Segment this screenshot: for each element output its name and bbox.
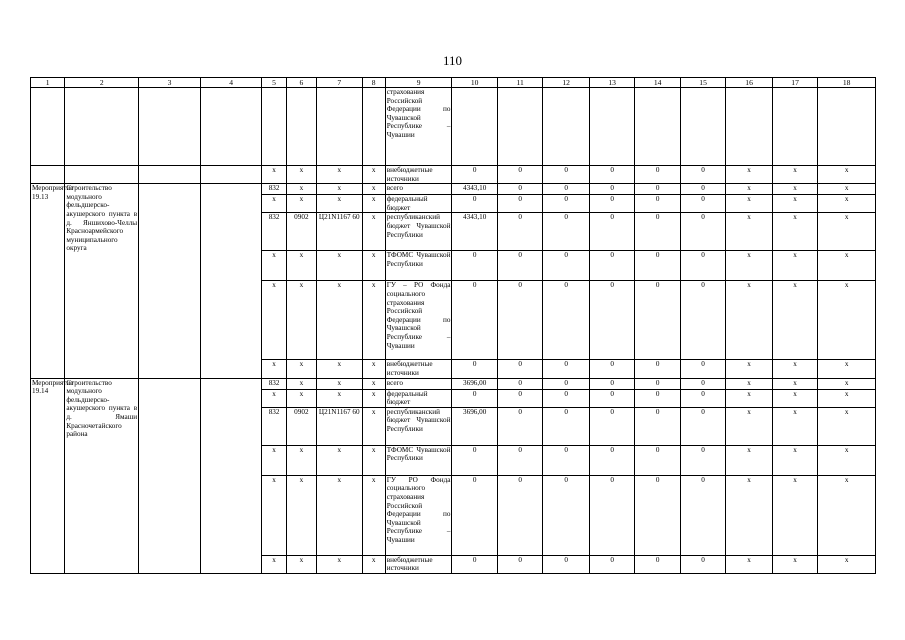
value-cell: 0 [680,213,725,251]
value-cell: 0 [589,195,634,213]
value-cell: x [726,184,772,195]
value-cell: x [317,475,362,555]
source-cell: федеральный бюджет [385,389,452,407]
value-cell: 0 [589,389,634,407]
value-cell: x [772,251,817,281]
value-cell: x [772,213,817,251]
measure-number-cell: Мероприятие 19.14 [31,378,65,573]
empty-cell [726,88,772,166]
value-cell: 0 [497,213,542,251]
value-cell: x [726,213,772,251]
source-cell: страхования Российской Федерации по Чувашской Республике – Чувашии [385,88,452,166]
value-cell: 0 [589,213,634,251]
value-cell: 832 [262,184,286,195]
value-cell: x [726,555,772,573]
value-cell: 0 [635,407,680,445]
value-cell: x [286,166,316,184]
empty-cell [317,88,362,166]
column-number-cell: 14 [635,78,680,88]
value-cell: x [362,360,385,378]
value-cell: x [818,281,876,360]
value-cell: x [362,281,385,360]
value-cell: 0 [543,389,589,407]
column-number-cell: 10 [452,78,497,88]
value-cell: 0 [497,281,542,360]
empty-cell [543,88,589,166]
value-cell: 0 [589,378,634,389]
source-cell: республиканский бюджет Чувашской Республики [385,213,452,251]
value-cell: 0 [680,195,725,213]
value-cell: x [362,184,385,195]
value-cell: x [317,389,362,407]
empty-cell [362,88,385,166]
program-table [30,77,876,574]
value-cell: x [286,184,316,195]
column-number-row [31,78,876,88]
source-cell: ГУ – РО Фонда социального страхования Российской Федерации по Чувашской Республике – Чувашии [385,281,452,360]
value-cell: Ц21N1167 60 [317,407,362,445]
empty-cell [262,88,286,166]
empty-cell [818,88,876,166]
value-cell: 0 [497,360,542,378]
value-cell: 0 [543,475,589,555]
column-number-cell: 3 [139,78,201,88]
value-cell: x [317,251,362,281]
measure-number-cell: Мероприятие 19.13 [31,184,65,378]
value-cell: x [726,475,772,555]
column-number-cell: 11 [497,78,542,88]
value-cell: x [286,378,316,389]
value-cell: 0 [497,407,542,445]
value-cell: x [262,166,286,184]
value-cell: x [818,251,876,281]
value-cell: 0 [543,445,589,475]
value-cell: x [317,195,362,213]
value-cell: x [362,555,385,573]
value-cell: x [772,389,817,407]
empty-cell [139,378,201,573]
value-cell: 0 [543,281,589,360]
value-cell: 3696,00 [452,407,497,445]
value-cell: Ц21N1167 60 [317,213,362,251]
empty-cell [200,166,262,184]
source-cell: внебюджетные источники [385,555,452,573]
value-cell: x [362,389,385,407]
value-cell: 0 [589,407,634,445]
empty-cell [200,184,262,378]
value-cell: 0 [543,195,589,213]
value-cell: x [262,555,286,573]
value-cell: 0 [497,389,542,407]
value-cell: x [726,378,772,389]
value-cell: 0 [635,195,680,213]
value-cell: 0 [452,281,497,360]
value-cell: 0 [680,445,725,475]
column-number-cell: 7 [317,78,362,88]
value-cell: x [726,445,772,475]
value-cell: x [317,281,362,360]
value-cell: 0 [589,281,634,360]
value-cell: 0 [680,475,725,555]
value-cell: x [772,195,817,213]
value-cell: 0902 [286,213,316,251]
value-cell: x [818,166,876,184]
value-cell: 4343,10 [452,213,497,251]
value-cell: 0 [452,360,497,378]
column-number-cell: 18 [818,78,876,88]
value-cell: x [818,389,876,407]
value-cell: 0 [680,184,725,195]
value-cell: x [286,555,316,573]
value-cell: 0 [635,213,680,251]
value-cell: 0 [635,166,680,184]
value-cell: x [262,360,286,378]
value-cell: x [262,281,286,360]
value-cell: x [262,445,286,475]
column-number-cell: 4 [200,78,262,88]
value-cell: x [286,251,316,281]
value-cell: x [317,555,362,573]
column-number-cell: 16 [726,78,772,88]
value-cell: x [317,166,362,184]
value-cell: 0 [497,445,542,475]
value-cell: 0 [452,389,497,407]
value-cell: 0 [635,281,680,360]
value-cell: 0 [543,378,589,389]
value-cell: x [726,407,772,445]
value-cell: 0 [543,184,589,195]
value-cell: 0 [452,445,497,475]
value-cell: 0 [452,555,497,573]
value-cell: 0 [543,407,589,445]
column-number-cell: 5 [262,78,286,88]
value-cell: x [286,195,316,213]
empty-cell [139,166,201,184]
table-row [31,378,876,389]
table-row [31,166,876,184]
value-cell: 0 [543,360,589,378]
page-number: 110 [442,53,463,68]
value-cell: 0 [543,555,589,573]
value-cell: x [726,251,772,281]
source-cell: ТФОМС Чувашской Республики [385,445,452,475]
table-row [31,184,876,195]
value-cell: x [362,213,385,251]
empty-cell [286,88,316,166]
value-cell: x [818,213,876,251]
measure-title-cell: Строительство модульного фельдшерско-акушерского пункта в д. Ямаши Красночетайского района [65,378,139,573]
value-cell: 0 [589,251,634,281]
value-cell: 0 [680,555,725,573]
source-cell: всего [385,184,452,195]
column-number-cell: 17 [772,78,817,88]
value-cell: x [362,195,385,213]
value-cell: 0 [452,251,497,281]
value-cell: x [362,475,385,555]
value-cell: x [286,360,316,378]
empty-cell [200,378,262,573]
source-cell: всего [385,378,452,389]
column-number-cell: 8 [362,78,385,88]
value-cell: 0 [589,555,634,573]
value-cell: x [286,445,316,475]
source-cell: внебюджетные источники [385,360,452,378]
value-cell: 0 [635,378,680,389]
column-number-cell: 12 [543,78,589,88]
value-cell: x [772,184,817,195]
value-cell: x [818,475,876,555]
value-cell: 0 [635,360,680,378]
value-cell: x [772,555,817,573]
value-cell: x [772,166,817,184]
empty-cell [139,88,201,166]
value-cell: 0902 [286,407,316,445]
value-cell: 0 [452,475,497,555]
value-cell: 0 [543,251,589,281]
measure-title-cell: Строительство модульного фельдшерско-акушерского пункта в д. Яншихово-Челлы Красноармейского муниципального округа [65,184,139,378]
value-cell: 0 [589,475,634,555]
value-cell: x [362,251,385,281]
value-cell: x [286,475,316,555]
value-cell: 0 [497,251,542,281]
value-cell: 0 [680,281,725,360]
source-cell: республиканский бюджет Чувашской Республики [385,407,452,445]
value-cell: 0 [543,213,589,251]
value-cell: 0 [635,475,680,555]
value-cell: 3696,00 [452,378,497,389]
value-cell: 0 [497,184,542,195]
value-cell: x [317,445,362,475]
value-cell: 0 [589,184,634,195]
empty-cell [680,88,725,166]
value-cell: x [772,281,817,360]
empty-cell [635,88,680,166]
value-cell: x [818,555,876,573]
empty-cell [497,88,542,166]
value-cell: 0 [680,166,725,184]
value-cell: 0 [589,166,634,184]
column-number-cell: 13 [589,78,634,88]
value-cell: 0 [589,360,634,378]
value-cell: x [818,407,876,445]
value-cell: x [262,475,286,555]
value-cell: 0 [635,184,680,195]
table-row-continued [31,88,876,166]
empty-cell [31,166,65,184]
value-cell: x [772,378,817,389]
empty-cell [452,88,497,166]
source-cell: федеральный бюджет [385,195,452,213]
value-cell: 0 [635,555,680,573]
value-cell: 0 [497,166,542,184]
column-number-cell: 9 [385,78,452,88]
value-cell: x [818,445,876,475]
value-cell: x [726,195,772,213]
value-cell: 0 [635,445,680,475]
value-cell: x [818,195,876,213]
value-cell: x [772,360,817,378]
empty-cell [65,88,139,166]
value-cell: x [772,475,817,555]
value-cell: x [262,389,286,407]
value-cell: 0 [452,166,497,184]
value-cell: 0 [680,360,725,378]
value-cell: x [726,360,772,378]
value-cell: x [772,445,817,475]
column-number-cell: 15 [680,78,725,88]
value-cell: 832 [262,213,286,251]
value-cell: 0 [680,407,725,445]
value-cell: x [362,445,385,475]
value-cell: x [726,389,772,407]
value-cell: 0 [680,389,725,407]
value-cell: x [262,251,286,281]
value-cell: x [317,184,362,195]
source-cell: ТФОМС Чувашской Республики [385,251,452,281]
value-cell: x [818,184,876,195]
source-cell: ГУ РО Фонда социального страхования Российской Федерации по Чувашской Республике – Чувашии [385,475,452,555]
empty-cell [200,88,262,166]
column-number-cell: 1 [31,78,65,88]
value-cell: 0 [497,475,542,555]
value-cell: 0 [452,195,497,213]
value-cell: x [362,407,385,445]
value-cell: 0 [680,378,725,389]
value-cell: x [818,378,876,389]
source-cell: внебюджетные источники [385,166,452,184]
value-cell: 0 [680,251,725,281]
empty-cell [139,184,201,378]
value-cell: x [262,195,286,213]
empty-cell [589,88,634,166]
column-number-cell: 6 [286,78,316,88]
column-number-cell: 2 [65,78,139,88]
empty-cell [772,88,817,166]
value-cell: x [362,166,385,184]
value-cell: 0 [589,445,634,475]
value-cell: 0 [543,166,589,184]
value-cell: x [726,166,772,184]
value-cell: x [362,378,385,389]
value-cell: x [286,281,316,360]
value-cell: 4343,10 [452,184,497,195]
empty-cell [31,88,65,166]
value-cell: x [317,378,362,389]
value-cell: x [726,281,772,360]
value-cell: x [317,360,362,378]
value-cell: x [818,360,876,378]
value-cell: 832 [262,378,286,389]
value-cell: x [286,389,316,407]
empty-cell [65,166,139,184]
value-cell: 0 [497,195,542,213]
value-cell: 0 [497,555,542,573]
value-cell: 0 [635,389,680,407]
value-cell: 0 [635,251,680,281]
value-cell: 832 [262,407,286,445]
value-cell: x [772,407,817,445]
value-cell: 0 [497,378,542,389]
